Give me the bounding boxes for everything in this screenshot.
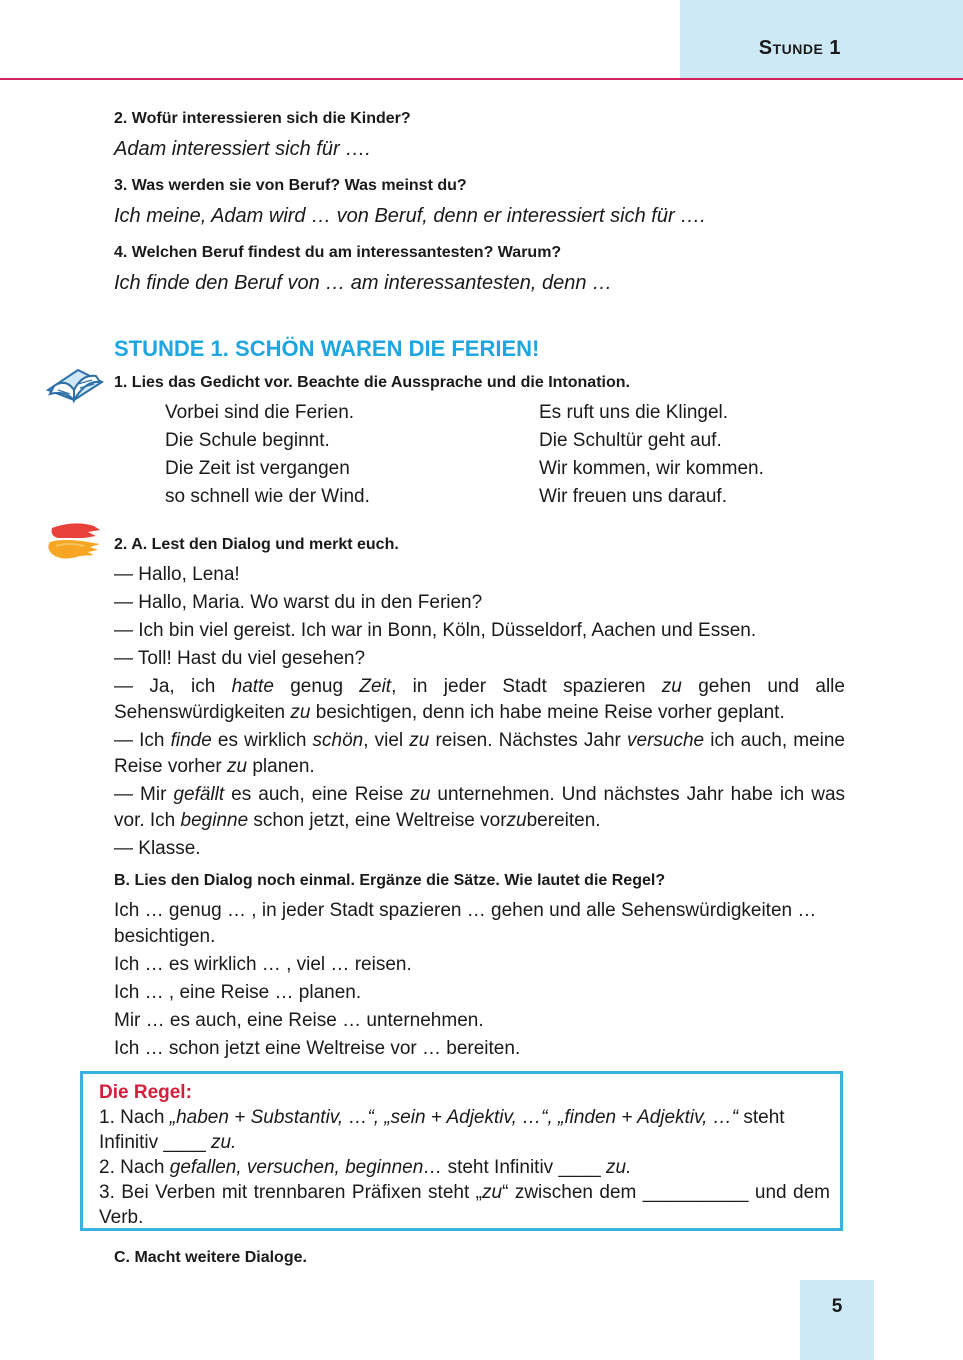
answer-4: Ich finde den Beruf von … am interessantesten, denn …	[114, 272, 613, 294]
emphasis: zu	[482, 1182, 503, 1203]
task1-instruction: 1. Lies das Gedicht vor. Beachte die Aussprache und die Intonation.	[114, 374, 630, 391]
text-run: reisen. Nächstes Jahr	[429, 730, 627, 751]
text-run: unternehmen. Und nächstes Jahr habe ich was vor. Ich	[114, 784, 846, 831]
page-number: 5	[831, 1296, 843, 1317]
question-4: 4. Welchen Beruf findest du am interessantesten? Warum?	[114, 244, 562, 261]
poem-line: Es ruft uns die Klingel.	[539, 402, 729, 423]
text-run: schon jetzt, eine Weltreise vor	[248, 810, 507, 831]
emphasis: zu	[409, 730, 430, 751]
fill-sentence: Mir … es auch, eine Reise … unternehmen.	[114, 1010, 484, 1031]
text-run: gehen und alle Sehenswürdigkeiten	[114, 676, 845, 723]
text-run: steht Infinitiv ____	[99, 1107, 785, 1153]
dialog-line	[114, 782, 845, 834]
text-run: 2. Nach	[99, 1157, 170, 1178]
fill-sentence: Ich … schon jetzt eine Weltreise vor … bereiten.	[114, 1038, 521, 1059]
rule-content	[99, 1080, 830, 1230]
emphasis: versuche	[627, 730, 705, 751]
rule-box	[80, 1071, 843, 1231]
emphasis: zu	[410, 784, 431, 805]
text-run: es auch, eine Reise	[224, 784, 411, 805]
header-divider	[0, 78, 963, 80]
text-run: — Ja, ich	[114, 676, 232, 697]
answer-3: Ich meine, Adam wird … von Beruf, denn er interessiert sich für ….	[114, 205, 706, 227]
text-run: genug	[273, 676, 360, 697]
poem-line: Wir freuen uns darauf.	[539, 486, 727, 507]
dialog-line	[114, 728, 845, 780]
answer-2: Adam interessiert sich für ….	[114, 138, 371, 160]
fill-sentence: Ich … es wirklich … , viel … reisen.	[114, 954, 412, 975]
emphasis: zu	[506, 810, 527, 831]
text-run: — Mir	[114, 784, 174, 805]
emphasis: zu	[290, 702, 311, 723]
emphasis: beginne	[180, 810, 249, 831]
dialog-line	[114, 674, 845, 726]
helping-hands-icon	[44, 520, 104, 564]
poem-line: Vorbei sind die Ferien.	[165, 402, 355, 423]
emphasis: „haben + Substantiv, …“, „sein + Adjektiv, …“, „finden + Adjektiv, …“	[169, 1107, 739, 1128]
text-run: “ zwischen dem __________ und dem Verb.	[99, 1182, 830, 1228]
task2b-instruction: B. Lies den Dialog noch einmal. Ergänze die Sätze. Wie lautet die Regel?	[114, 872, 666, 889]
poem-line: Die Schule beginnt.	[165, 430, 330, 451]
text-run: es wirklich	[211, 730, 313, 751]
emphasis: hatte	[231, 676, 274, 697]
rule-line-2	[99, 1155, 830, 1180]
poem-line: Die Schultür geht auf.	[539, 430, 722, 451]
task2a-instruction: 2. A. Lest den Dialog und merkt euch.	[114, 536, 399, 553]
text-run: — Ich	[114, 730, 171, 751]
poem-left-column	[165, 399, 370, 511]
fill-sentence: Ich … genug … , in jeder Stadt spazieren … gehen und alle Sehenswürdigkeiten … besichtigen.	[114, 900, 817, 947]
task2c-instruction: C. Macht weitere Dialoge.	[114, 1249, 307, 1266]
text-run: planen.	[247, 756, 315, 777]
section-label: Stunde 1	[758, 37, 841, 59]
page-number-band	[800, 1280, 874, 1360]
emphasis: zu.	[210, 1132, 237, 1153]
rule-line-1	[99, 1105, 830, 1155]
dialog-line: — Ich bin viel gereist. Ich war in Bonn, Köln, Düsseldorf, Aachen und Essen.	[114, 620, 757, 641]
text-run: steht Infinitiv ____	[442, 1157, 607, 1178]
text-run: besichtigen, denn ich habe meine Reise vorher geplant.	[310, 702, 785, 723]
rule-line-3	[99, 1180, 830, 1230]
dialog	[114, 562, 845, 862]
open-book-icon	[44, 360, 106, 408]
dialog-line: — Toll! Hast du viel gesehen?	[114, 648, 366, 669]
dialog-line: — Klasse.	[114, 838, 201, 859]
emphasis: finde	[170, 730, 212, 751]
question-3: 3. Was werden sie von Beruf? Was meinst du?	[114, 177, 467, 194]
poem-right-column	[539, 399, 764, 511]
emphasis: gefällt	[173, 784, 225, 805]
text-run: bereiten.	[526, 810, 601, 831]
lesson-title: STUNDE 1. SCHÖN WAREN DIE FERIEN!	[114, 336, 540, 361]
emphasis: Zeit	[359, 676, 392, 697]
fill-in-sentences	[114, 898, 845, 1062]
text-run: ich auch, meine Reise vorher	[114, 730, 845, 777]
emphasis: gefallen, versuchen, beginnen…	[169, 1157, 443, 1178]
emphasis: zu	[227, 756, 248, 777]
poem-line: so schnell wie der Wind.	[165, 486, 370, 507]
emphasis: schön	[312, 730, 364, 751]
text-run: , viel	[363, 730, 410, 751]
fill-sentence: Ich … , eine Reise … planen.	[114, 982, 362, 1003]
poem-line: Die Zeit ist vergangen	[165, 458, 350, 479]
poem-line: Wir kommen, wir kommen.	[539, 458, 764, 479]
text-run: 1. Nach	[99, 1107, 170, 1128]
emphasis: zu	[661, 676, 682, 697]
rule-title: Die Regel:	[99, 1082, 192, 1103]
text-run: 3. Bei Verben mit trennbaren Präfixen steht „	[99, 1182, 482, 1203]
dialog-line: — Hallo, Lena!	[114, 564, 240, 585]
emphasis: zu.	[606, 1157, 632, 1178]
question-2: 2. Wofür interessieren sich die Kinder?	[114, 110, 411, 127]
text-run: , in jeder Stadt spazieren	[391, 676, 662, 697]
dialog-line: — Hallo, Maria. Wo warst du in den Ferien?	[114, 592, 483, 613]
